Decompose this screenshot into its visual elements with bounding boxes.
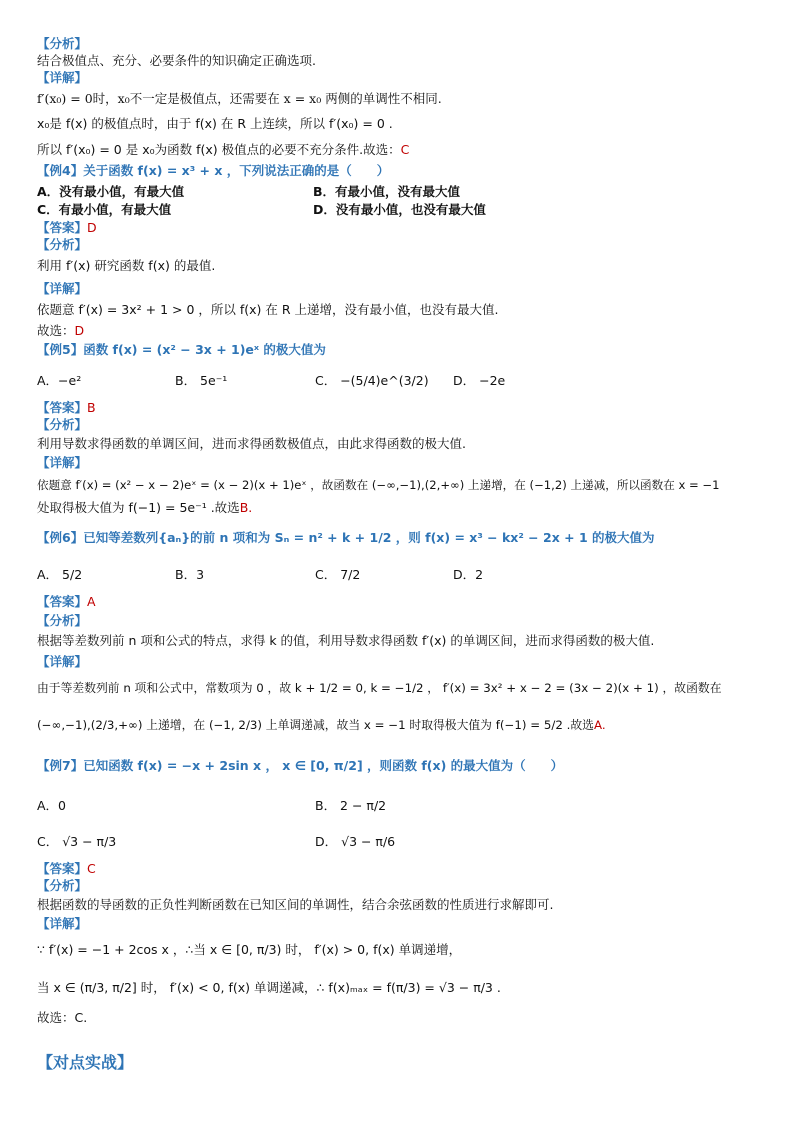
- detail-line: 依题意 f′(x) = (x² − x − 2)eˣ = (x − 2)(x + 1)eˣ ，故函数在 (−∞,−1),(2,+∞) 上递增，在 (−1,2) 上递减，所以函数在 x = −1: [37, 478, 720, 492]
- option-b: B． 2 − π/2: [315, 798, 387, 813]
- answer-line: [37, 594, 96, 610]
- detail-line: 当 x ∈ (π/3, π/2] 时， f′(x) < 0, f(x) 单调递减，∴ f(x)ₘₐₓ = f(π/3) = √3 − π/3 .: [37, 980, 501, 995]
- option-b: B．有最小值，没有最大值: [313, 184, 461, 199]
- detail-conclusion-text: (−∞,−1),(2/3,+∞) 上递增，在 (−1, 2/3) 上单调递减，故当 x = −1 时取得极大值为 f(−1) = 5/2 .故选: [37, 718, 594, 732]
- option-b: B．3: [175, 567, 205, 582]
- answer-letter: A.: [593, 718, 606, 732]
- detail-line: ∵ f′(x) = −1 + 2cos x ，∴当 x ∈ [0, π/3) 时， f′(x) > 0, f(x) 单调递增，: [37, 942, 462, 957]
- option-a: A．没有最小值，有最大值: [37, 184, 185, 199]
- analysis-text: 根据函数的导函数的正负性判断函数在已知区间的单调性，结合余弦函数的性质进行求解即可.: [37, 897, 554, 912]
- example-6-text: 【例6】已知等差数列{aₙ}的前 n 项和为 Sₙ = n² + k + 1/2 ，则 f(x) = x³ − kx² − 2x + 1 的极大值为: [37, 530, 655, 545]
- section-title: 【对点实战】: [37, 1053, 134, 1072]
- answer-letter: B: [87, 400, 96, 415]
- detail-conclusion: [37, 717, 606, 733]
- example-6-question: [37, 530, 655, 546]
- answer-label: 【答案】: [37, 220, 88, 235]
- option-c: C． √3 − π/3: [37, 834, 117, 849]
- example-4-text: 【例4】关于函数 f(x) = x³ + x ，下列说法正确的是（ ）: [37, 163, 390, 178]
- answer-letter: B.: [239, 500, 253, 515]
- detail-conclusion-text: 所以 f′(x₀) = 0 是 x₀为函数 f(x) 极值点的必要不充分条件.故选：: [37, 142, 401, 157]
- detail-conclusion: [37, 142, 409, 158]
- detail-heading: 【详解】: [37, 455, 88, 470]
- analysis-text: 结合极值点、充分、必要条件的知识确定正确选项.: [37, 53, 316, 68]
- detail-conclusion-text: 处取得极大值为 f(−1) = 5e⁻¹ .故选: [37, 500, 240, 515]
- analysis-heading: 【分析】: [37, 417, 88, 432]
- detail-line: 依题意 f′(x) = 3x² + 1 > 0 ，所以 f(x) 在 R 上递增，没有最小值，也没有最大值.: [37, 302, 499, 317]
- detail-heading: 【详解】: [37, 281, 88, 296]
- analysis-heading: 【分析】: [37, 878, 88, 893]
- answer-letter: C: [400, 142, 410, 157]
- analysis-text: 利用导数求得函数的单调区间，进而求得函数极值点，由此求得函数的极大值.: [37, 436, 466, 451]
- answer-letter: D: [87, 220, 97, 235]
- analysis-heading: 【分析】: [37, 36, 88, 51]
- answer-label: 【答案】: [37, 400, 88, 415]
- detail-conclusion: 故选：C.: [37, 1010, 88, 1025]
- detail-conclusion: [37, 323, 84, 339]
- option-d: D．没有最小值，也没有最大值: [313, 202, 486, 217]
- option-a: A．0: [37, 798, 67, 813]
- analysis-text: 根据等差数列前 n 项和公式的特点，求得 k 的值，利用导数求得函数 f′(x) 的单调区间，进而求得函数的极大值.: [37, 633, 655, 648]
- example-4-question: [37, 163, 389, 179]
- detail-line: f′(x₀) = 0时，x₀不一定是极值点，还需要在 x = x₀ 两侧的单调性不相同.: [37, 91, 442, 106]
- answer-line: [37, 400, 96, 416]
- answer-line: [37, 220, 97, 236]
- example-5-question: [37, 342, 326, 358]
- detail-heading: 【详解】: [37, 916, 88, 931]
- answer-letter: A: [87, 594, 96, 609]
- option-a: A． 5/2: [37, 567, 83, 582]
- detail-line: x₀是 f(x) 的极值点时，由于 f(x) 在 R 上连续，所以 f′(x₀) = 0 .: [37, 116, 393, 131]
- option-d: D． √3 − π/6: [315, 834, 396, 849]
- analysis-heading: 【分析】: [37, 237, 88, 252]
- option-b: B． 5e⁻¹: [175, 373, 228, 388]
- detail-heading: 【详解】: [37, 70, 88, 85]
- answer-letter: D: [74, 323, 85, 338]
- answer-label: 【答案】: [37, 861, 88, 876]
- analysis-text: 利用 f′(x) 研究函数 f(x) 的最值.: [37, 258, 216, 273]
- answer-letter: C: [87, 861, 96, 876]
- answer-label: 【答案】: [37, 594, 88, 609]
- option-c: C． −(5/4)e^(3/2): [315, 373, 429, 388]
- detail-conclusion: [37, 500, 252, 516]
- option-c: C．有最小值，有最大值: [37, 202, 172, 217]
- option-c: C． 7/2: [315, 567, 361, 582]
- detail-conclusion-text: 故选：: [37, 323, 75, 338]
- option-d: D． −2e: [453, 373, 506, 388]
- example-7-question: [37, 758, 563, 774]
- example-7-text: 【例7】已知函数 f(x) = −x + 2sin x ， x ∈ [0, π/2] ，则函数 f(x) 的最大值为（ ）: [37, 758, 564, 773]
- example-5-text: 【例5】函数 f(x) = (x² − 3x + 1)eˣ 的极大值为: [37, 342, 326, 357]
- option-d: D．2: [453, 567, 484, 582]
- option-a: A．−e²: [37, 373, 82, 388]
- analysis-heading: 【分析】: [37, 613, 88, 628]
- answer-line: [37, 861, 96, 877]
- detail-line: 由于等差数列前 n 项和公式中，常数项为 0 ，故 k + 1/2 = 0, k = −1/2 ， f′(x) = 3x² + x − 2 = (3x − 2)(x + 1) ，故函数在: [37, 681, 722, 695]
- detail-heading: 【详解】: [37, 654, 88, 669]
